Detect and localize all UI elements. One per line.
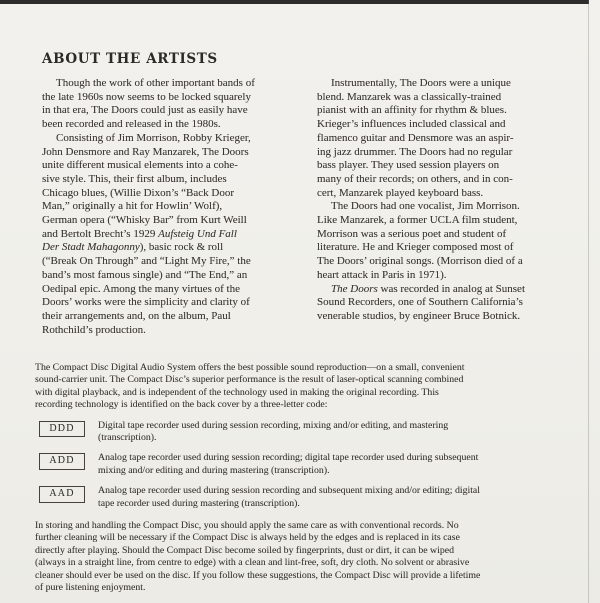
code-row-aad: [35, 485, 575, 510]
paragraph-band-members-style: Consisting of Jim Morrison, Robby Krieger, John Densmore and Ray Manzarek, The Doors unite different musical elements into a cohe- sive style. This, their first album, includes Chicago blues, (Willie Dixon’s “Back Door Man,” originally a hit for Howlin’ Wolf), German opera (“Whisky Bar” from Kurt Weill and Bertolt Brecht’s 1929 Aufsteig Und Fall Der Stadt Mahagonny), basic rock & roll (“Break On Through” and “Light My Fire,” the band’s most famous single) and “The End,” an Oedipal epic. Among the many virtues of the Doors’ works were the simplicity and clarity of their arrangements and, on the album, Paul Rothchild’s production.: [42, 131, 251, 336]
paragraph-morrison: The Doors had one vocalist, Jim Morrison. Like Manzarek, a former UCLA film student, Morrison was a serious poet and student of literature. He and Krieger composed most of The Doors’ original songs. (Morrison died of a heart attack in Paris in 1971).: [317, 200, 523, 281]
paragraph-bands-of-1960s: Though the work of other important bands of the late 1960s now seems to be locked squarely in that era, The Doors could just as easily have been recorded and released in the 1980s.: [42, 77, 255, 131]
page-title: ABOUT THE ARTISTS: [42, 51, 218, 67]
code-desc-add: Analog tape recorder used during session recording; digital tape recorder used during subsequent mixing and/or editing and during mastering (transcription).: [98, 452, 479, 476]
code-box-add: ADD: [39, 453, 85, 469]
page-top-edge: [0, 0, 589, 4]
code-box-ddd: DDD: [39, 421, 85, 437]
scan-artifact-line: [588, 0, 589, 603]
paragraph-instrumentation: Instrumentally, The Doors were a unique blend. Manzarek was a classically-trained pianist with an affinity for rhythm & blues. Krieger’s influences included classical and flamenco guitar and Densmore was an aspir- ing jazz drummer. The Doors had no regular bass player. They used session players on many of their records; on others, and in con- cert, Manzarek played keyboard bass.: [317, 77, 514, 199]
code-box-aad: AAD: [39, 486, 85, 502]
article-column-left: [42, 77, 299, 337]
cd-info-section: [35, 362, 575, 595]
code-desc-ddd: Digital tape recorder used during session recording, mixing and/or editing, and mastering (transcription).: [98, 419, 449, 444]
cd-care-instructions: In storing and handling the Compact Disc, you should apply the same care as with conventional records. No further cleaning will be necessary if the Compact Disc is always held by the edges and is replaced in its case directly after playing. Should the Compact Disc become soiled by fingerprints, dust or dirt, it can be wiped (always in a straight line, from centre to edge) with a clean and lint-free, soft, dry cloth. No solvent or abrasive cleaner should ever be used on the disc. If you follow these suggestions, the Compact Disc will provide a lifetime of pure listening enjoyment.: [35, 520, 481, 594]
article-columns: [42, 77, 574, 337]
code-row-add: [35, 452, 575, 477]
paragraph-recording: The Doors was recorded in analog at Sunset Sound Recorders, one of Southern California’s venerable studios, by engineer Bruce Botnick.: [317, 282, 525, 322]
code-desc-aad: Analog tape recorder used during session recording and subsequent mixing and/or editing; digital tape recorder used during mastering (transcription).: [98, 485, 480, 509]
article-column-right: [317, 77, 574, 337]
cd-system-intro: The Compact Disc Digital Audio System offers the best possible sound reproduction—on a small, convenient sound-carrier unit. The Compact Disc’s superior performance is the result of laser-optical scanning combined with digital playback, and is independent of the technology used in making the original recording. This recording technology is identified on the back cover by a three-letter code:: [35, 362, 465, 411]
code-row-ddd: [35, 420, 575, 445]
